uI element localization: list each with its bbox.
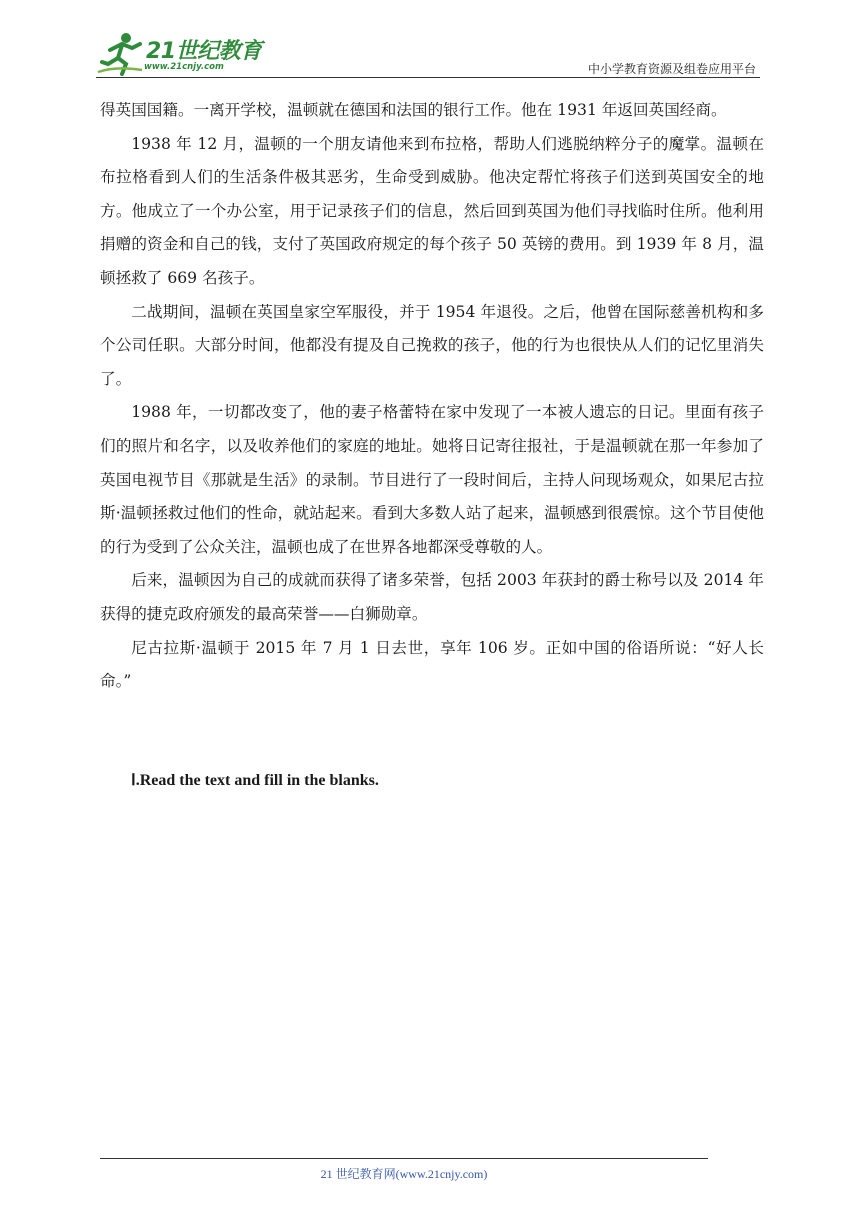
header-divider (96, 77, 760, 78)
paragraph: 1938 年 12 月，温顿的一个朋友请他来到布拉格，帮助人们逃脱纳粹分子的魔掌。温顿在布拉格看到人们的生活条件极其恶劣，生命受到威胁。他决定帮忙将孩子们送到英国安全的地方。他成立了一个办公室，用于记录孩子们的信息，然后回到英国为他们寻找临时住所。他利用捐赠的资金和自己的钱，支付了英国政府规定的每个孩子 50 英镑的费用。到 1939 年 8 月，温顿拯救了 669 名孩子。 (100, 134, 764, 287)
page-header (96, 30, 760, 78)
footer-link[interactable]: 21 世纪教育网(www.21cnjy.com) (320, 1167, 488, 1181)
paragraph: 1988 年，一切都改变了，他的妻子格蕾特在家中发现了一本被人遗忘的日记。里面有孩子们的照片和名字，以及收养他们的家庭的地址。她将日记寄往报社，于是温顿就在那一年参加了英国电视节目《那就是生活》的录制。节目进行了一段时间后，主持人问现场观众，如果尼古拉斯·温顿拯救过他们的性命，就站起来。看到大多数人站了起来，温顿感到很震惊。这个节目使他的行为受到了公众关注，温顿也成了在世界各地都深受尊敬的人。 (100, 403, 764, 556)
exercise-heading: Ⅰ.Read the text and fill in the blanks. (131, 772, 379, 789)
paragraph: 得英国国籍。一离开学校，温顿就在德国和法国的银行工作。他在 1931 年返回英国经商。 (100, 101, 727, 119)
paragraph: 二战期间，温顿在英国皇家空军服役，并于 1954 年退役。之后，他曾在国际慈善机构和多个公司任职。大部分时间，他都没有提及自己挽救的孩子，他的行为也很快从人们的记忆里消失了。 (100, 302, 764, 388)
site-logo[interactable] (96, 30, 266, 76)
runner-logo-icon (96, 30, 146, 76)
logo-url: www.21cnjy.com (144, 62, 224, 72)
logo-text: 21世纪教育 (146, 39, 262, 64)
paragraph: 后来，温顿因为自己的成就而获得了诸多荣誉，包括 2003 年获封的爵士称号以及 2014 年获得的捷克政府颁发的最高荣誉——白狮勋章。 (100, 571, 764, 623)
paragraph: 尼古拉斯·温顿于 2015 年 7 月 1 日去世，享年 106 岁。正如中国的俗语所说：“好人长命。” (100, 638, 764, 691)
platform-tagline: 中小学教育资源及组卷应用平台 (587, 62, 756, 76)
article-body (100, 94, 764, 699)
footer-divider (100, 1158, 708, 1159)
